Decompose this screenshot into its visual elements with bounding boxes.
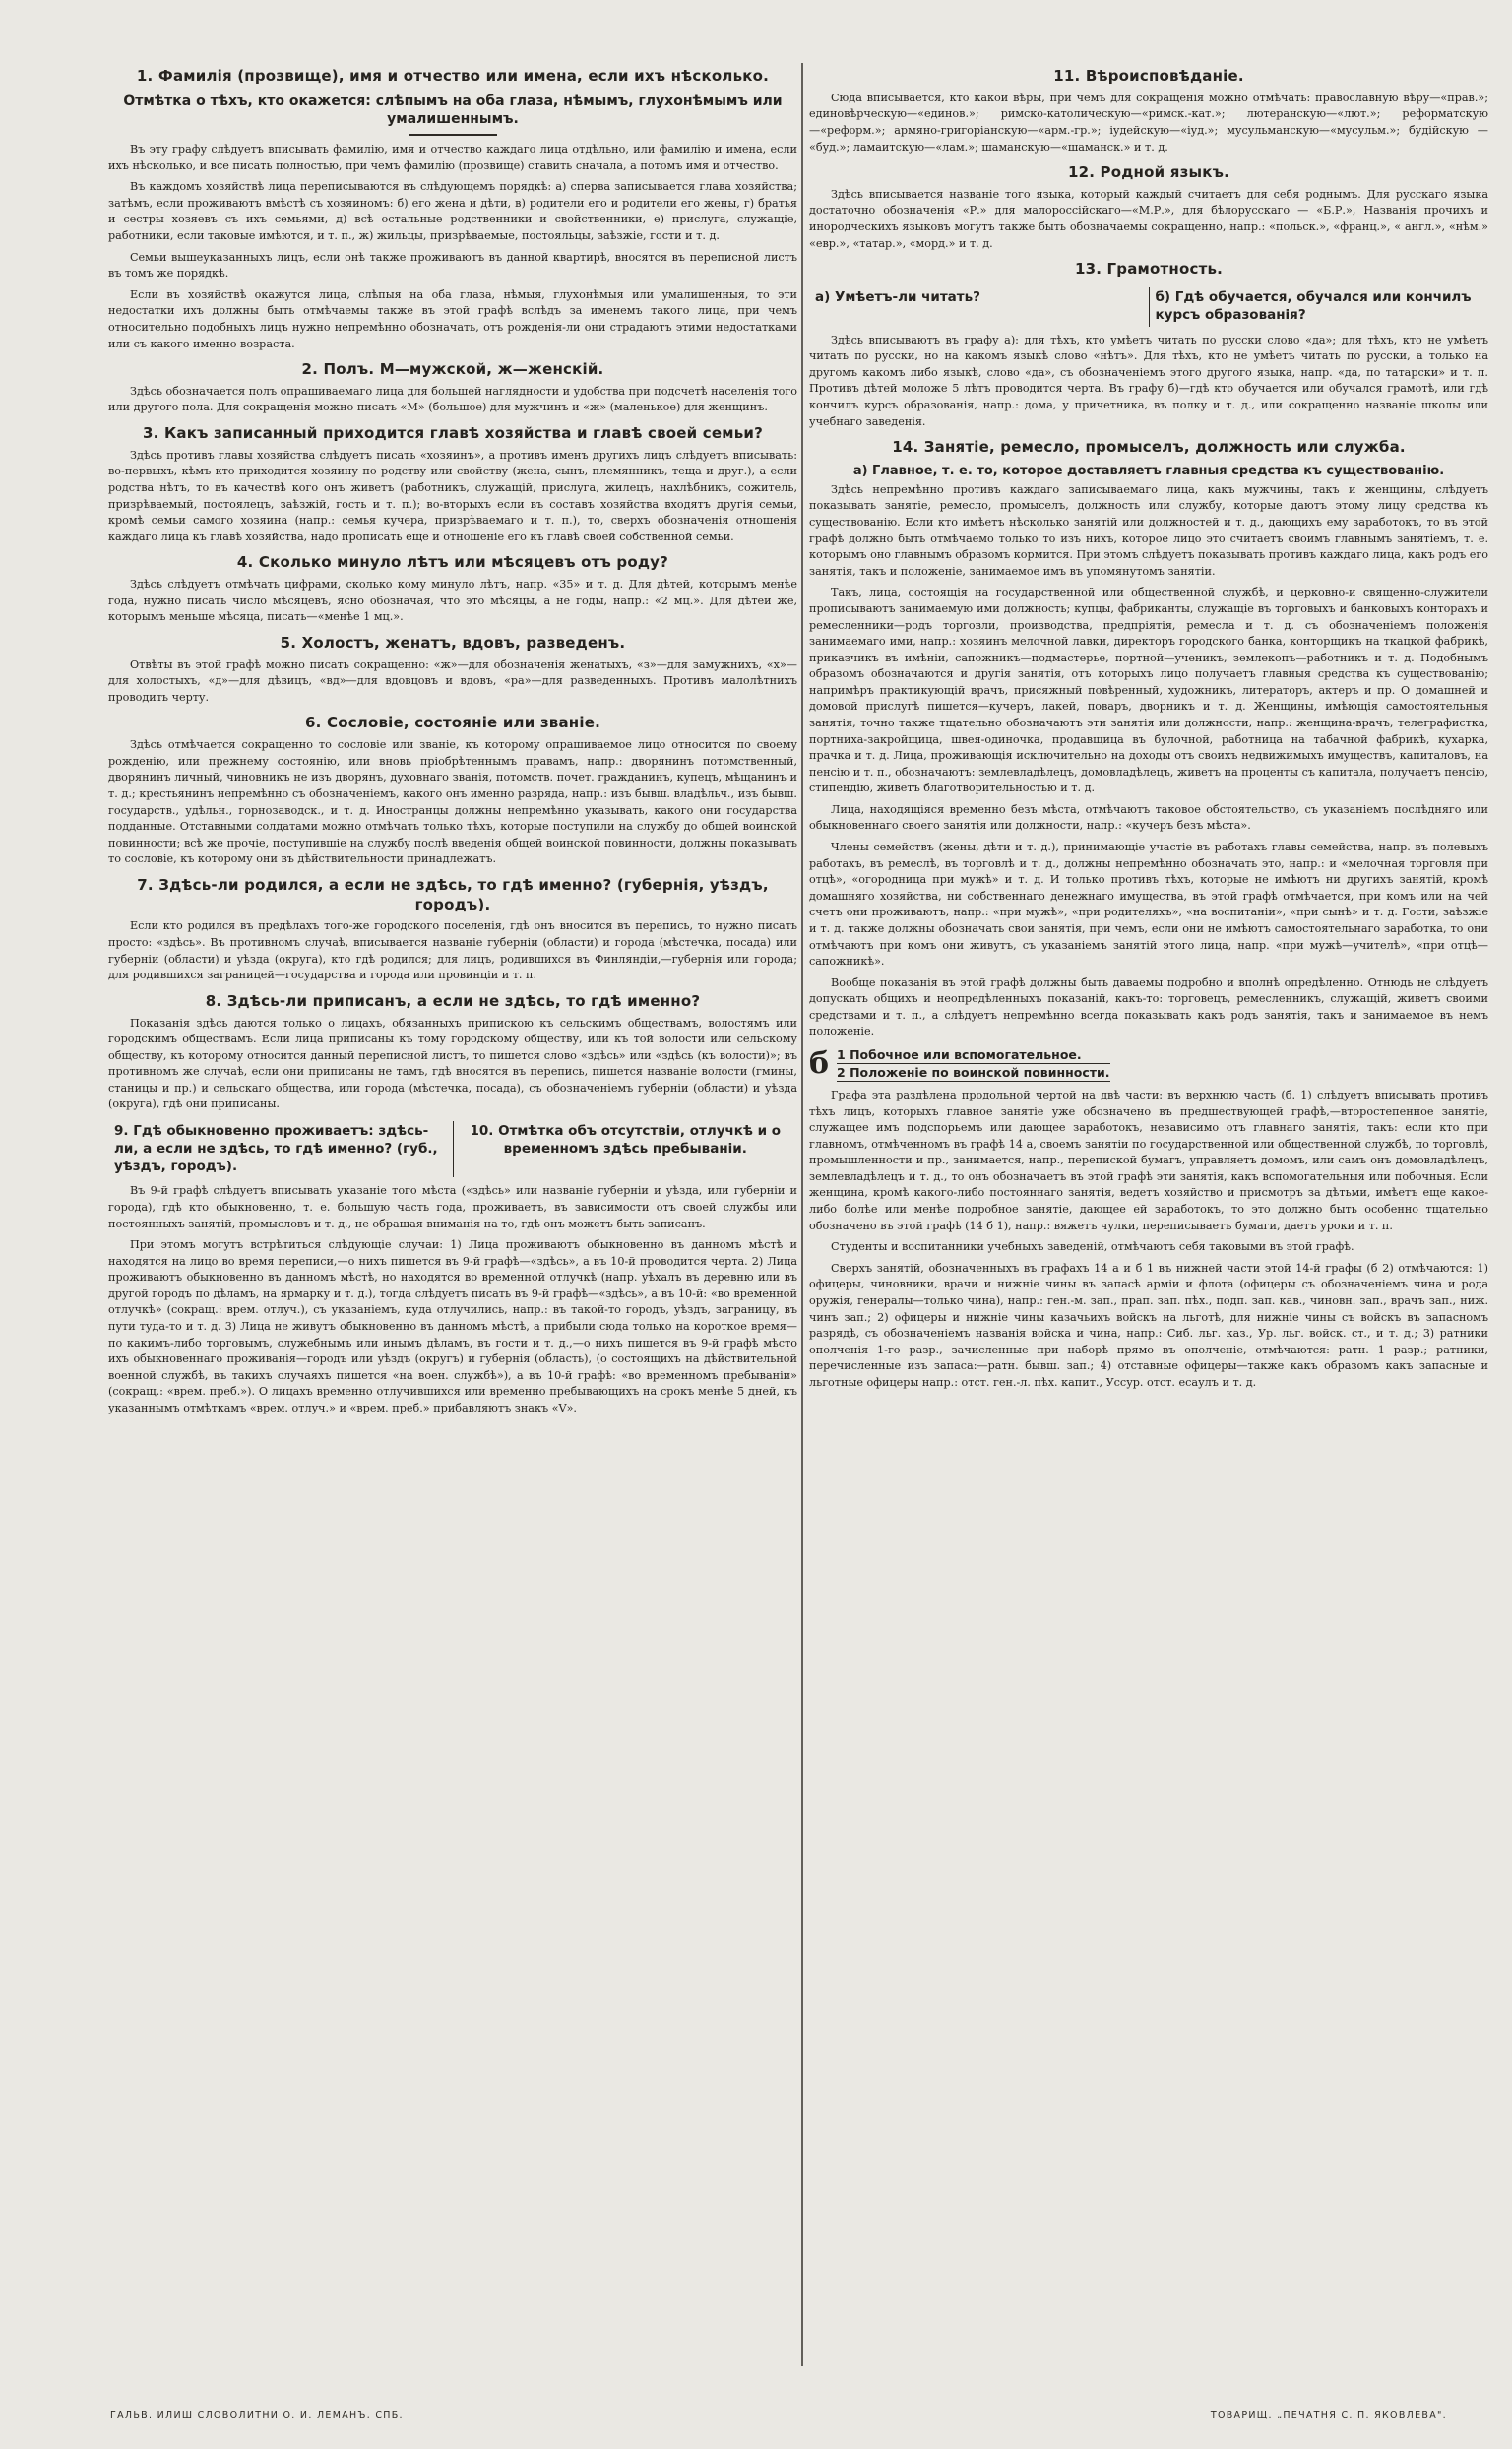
paragraph: Такъ, лица, состоящія на государственной или общественной службѣ, и церковно-и священно-служители прописываютъ занимаемую ими должность; купцы, фабриканты, служащіе въ торговыхъ и банковыхъ конторахъ и ремесленники—родъ торговли, производства, предпріятія, ремесла и т. д. съ обозначеніемъ положенія занимаемаго ими, напр.: хозяинъ мелочной лавки, директоръ городского банка, конторщикъ на ткацкой фабрикѣ, приказчикъ въ имѣніи, сапожникъ—подмастерье, портной—ученикъ, землекопъ—работникъ и т. д. Подобнымъ образомъ обозначаются и другія занятія, отъ которыхъ лицо получаетъ главныя средства къ существованію; напримѣръ практикующій врачъ, присяжный повѣренный, художникъ, литераторъ, актеръ и пр. О домашней и домовой прислугѣ пишется—кучеръ, лакей, поваръ, дворникъ и т. д. Женщины, имѣющія самостоятельныя занятія, точно также тщательно обозначаютъ эти занятія или должности, напр.: женщина-врачъ, телеграфистка, портниха-закройщица, швея-одиночка, продавщица въ булочной, работница на табачной фабрикѣ, кухарка, прачка и т. д. Лица, проживающія исключительно на доходы отъ своихъ недвижимыхъ имуществъ, капиталовъ, на пенсію и т. п., обозначаютъ: землевладѣлецъ, домовладѣлецъ, живетъ на проценты съ капитала, получаетъ пенсію, стипендію, живетъ благотворительностью и т. д. [809,586,1488,795]
paragraph: Здѣсь непремѣнно противъ каждаго записываемаго лица, какъ мужчины, такъ и женщины, слѣдуетъ показывать занятіе, ремесло, промыселъ, должность или службу, которые даютъ этому лицу средства къ существованію. Если кто имѣетъ нѣсколько занятій или должностей и т. д., дающихъ ему заработокъ, то въ этой графѣ должно быть отмѣчаемо только то изъ нихъ, которое лицо это считаетъ своимъ главнымъ занятіемъ, т. е. которымъ оно главнымъ образомъ кормится. При этомъ слѣдуетъ показывать противъ каждаго лица, какъ родъ его занятія, такъ и положеніе, занимаемое имъ въ упомянутомъ занятіи. [809,482,1488,578]
paragraph: Сверхъ занятій, обозначенныхъ въ графахъ 14 а и б 1 въ нижней части этой 14-й графы (б 2) отмѣчаются: 1) офицеры, чиновники, врачи и нижніе чины въ запасѣ арміи и флота (офицеры съ обозначеніемъ чина и рода оружія, генералы—только чина), напр.: ген.-м. зап., прап. зап. пѣх., подп. зап. кав., чиновн. зап., врачъ зап., ниж. чинъ зап.; 2) офицеры и нижніе чины казачьихъ войскъ на льготѣ, для нижніе чины съ войскъ въ запасномъ разрядѣ, съ обозначеніемъ названія войска и чина, напр.: Сиб. льг. каз., Ур. льг. войск. ст., и т. д.; 3) ратники ополченія 1-го разр., зачисленные при наборѣ прямо въ ополченіе, отмѣчаются: ратн. 1 разр.; ратники, перечисленные изъ запаса:—ратн. бывш. зап.; 4) отставные офицеры—также какъ образомъ какъ запасные и льготные офицеры напр.: отст. ген.-л. пѣх. капит., Уссур. отст. есаулъ и т. д. [809,1261,1488,1389]
heading-11-religion: 11. Вѣроисповѣданіе. [1053,67,1244,85]
heading-6-estate: 6. Сословіе, состояніе или званіе. [305,714,600,732]
paragraph: Студенты и воспитанники учебныхъ заведеній, отмѣчаютъ себя таковыми въ этой графѣ. [831,1240,1354,1254]
paragraph: Здѣсь вписывается названіе того языка, который каждый считаетъ для себя роднымъ. Для русскаго языка достаточно обозначенія «Р.» для малороссійскаго—«М.Р.», для бѣлорусскаго — «Б.Р.», Названія прочихъ и инородческихъ языковъ могутъ также быть обозначаемы сокращенно, напр.: «польск.», «франц.», « англ.», «нѣм.» «евр.», «татар.», «морд.» и т. д. [809,187,1488,250]
paragraph: Сюда вписывается, кто какой вѣры, при чемъ для сокращенія можно отмѣчать: православную вѣру—«прав.»; единовѣрческую—«единов.»; римско-католическую—«римск.-кат.»; лютеранскую—«лют.»; реформатскую—«реформ.»; армяно-григоріанскую—«арм.-гр.»; іудейскую—«іуд.»; мусульманскую—«мусульм.»; будійскую — «буд.»; ламаитскую—«лам.»; шаманскую—«шаманск.» и т. д. [809,91,1488,154]
paragraph: Вообще показанія въ этой графѣ должны быть даваемы подробно и вполнѣ опредѣленно. Отнюдь не слѣдуетъ допускать общихъ и неопредѣленныхъ показаній, какъ-то: торговецъ, ремесленникъ, служащій, живетъ своими средствами и т. п., а слѣдуетъ непремѣнно всегда показывать какъ родъ занятія, такъ и занимаемое въ немъ положеніе. [809,975,1488,1038]
heading-13-literacy: 13. Грамотность. [1074,260,1224,279]
paragraph: Если въ хозяйствѣ окажутся лица, слѣпыя на оба глаза, нѣмыя, глухонѣмыя или умалишенныя, то эти недостатки ихъ должны быть отмѣчаемы также въ этой графѣ вслѣдъ за именемъ такого лица, при чемъ относительно подобныхъ лицъ нужно непремѣнно обозначать, отъ рожденія-ли они страдаютъ этими недостатками или съ какого именно возраста. [108,287,797,350]
heading-14b1-secondary: 1 Побочное или вспомогательное. [837,1046,1109,1064]
heading-13a-reads: а) Умѣетъ-ли читать? [809,287,1150,327]
heading-14b-rows [837,1046,1109,1082]
paragraph: Отвѣты въ этой графѣ можно писать сокращенно: «ж»—для обозначенія женатыхъ, «з»—для замужнихъ, «х»—для холостыхъ, «д»—для дѣвицъ, «вд»—для вдовцовъ и вдовъ, «ра»—для разведенныхъ. Противъ малолѣтнихъ проводить черту. [108,658,797,704]
heading-5-marital: 5. Холостъ, женатъ, вдовъ, разведенъ. [280,633,626,652]
heading-1-surname: 1. Фамилія (прозвище), имя и отчество или имена, если ихъ нѣсколько. [136,67,770,85]
heading-13-split [809,287,1488,327]
column-divider [801,63,803,2366]
heading-2-sex: 2. Полъ. М—мужской, ж—женскій. [301,360,604,379]
heading-4-age: 4. Сколько минуло лѣтъ или мѣсяцевъ отъ роду? [236,553,669,572]
heading-3-relation: 3. Какъ записанный приходится главѣ хозяйства и главѣ своей семьи? [142,424,764,443]
paragraph: Здѣсь обозначается полъ опрашиваемаго лица для большей наглядности и удобства при подсчетѣ населенія того или другого пола. Для сокращенія можно писать «М» (большое) для мужчинъ и «ж» (маленькое) для женщинъ. [108,384,797,414]
heading-9-residence: 9. Гдѣ обыкновенно проживаетъ: здѣсь-ли, а если не здѣсь, то гдѣ именно? (губ., уѣздъ, городъ). [108,1121,454,1177]
right-column [809,59,1488,2382]
paragraph: Въ 9-й графѣ слѣдуетъ вписывать указаніе того мѣста («здѣсь» или названіе губерніи и уѣзда, или губерніи и города), гдѣ кто обыкновенно, т. е. большую часть года, проживаетъ, въ зависимости отъ своей службы или постоянныхъ занятій, промысловъ и т. д., не обращая вниманія на то, гдѣ онъ можетъ быть записанъ. [108,1184,797,1230]
brace-letter: б [809,1045,830,1081]
heading-13b-education: б) Гдѣ обучается, обучался или кончилъ курсъ образованія? [1155,289,1472,323]
heading-14b-block [809,1046,1488,1082]
heading-14a-main: а) Главное, т. е. то, которое доставляетъ главныя средства къ существованію. [852,463,1445,478]
paragraph: Въ эту графу слѣдуетъ вписывать фамилію, имя и отчество каждаго лица отдѣльно, или фамилію и имена, если ихъ нѣсколько, и все писать полностью, при чемъ фамилію (прозвище) ставить сначала, а потомъ имя и отчество. [108,143,797,172]
paragraph: Если кто родился въ предѣлахъ того-же городского поселенія, гдѣ онъ вносится въ перепись, то нужно писать просто: «здѣсь». Въ противномъ случаѣ, вписывается названіе губерніи (области) и города (мѣстечка, посада) или губерніи (области) и уѣзда (округа), кто гдѣ родился; для лицъ, родившихся въ Финляндіи,—губернія или города; для родившихся заграницей—государства и города или провинціи и т. п. [108,919,797,982]
paragraph: Члены семействъ (жены, дѣти и т. д.), принимающіе участіе въ работахъ главы семейства, напр. въ полевыхъ работахъ, въ ремеслѣ, въ торговлѣ и т. д., должны непремѣнно обозначать это, напр.: и «мелочная торговля при отцѣ», «огородница при мужѣ» и т. д. И только противъ тѣхъ, которые не имѣютъ ни другихъ занятій, кромѣ домашняго хозяйства, ни собственнаго денежнаго имущества, въ этой графѣ отмѣчается, при комъ или на чей счетъ они проживаютъ, напр.: «при мужѣ», «при родителяхъ», «на воспитаніи», «при сынѣ» и т. д. Гости, заѣзжіе и т. д. также должны обозначать свои занятія, при чемъ, если они не имѣютъ самостоятельнаго заработка, то они отмѣчаютъ при комъ они живутъ, съ указаніемъ занятій этого лица, напр. «при мужѣ—учителѣ», «при отцѣ—сапожникѣ». [809,841,1488,969]
paragraph: При этомъ могутъ встрѣтиться слѣдующіе случаи: 1) Лица проживаютъ обыкновенно въ данномъ мѣстѣ и находятся на лицо во время переписи,—о нихъ пишется въ 9-й графѣ—«здѣсь», а въ 10-й проводится черта. 2) Лица проживаютъ обыкновенно въ данномъ мѣстѣ, но находятся во временной отлучкѣ (напр. уѣхалъ въ деревню или въ другой городъ по дѣламъ, на ярмарку и т. д.), тогда слѣдуетъ писать въ 9-й графѣ—«здѣсь», а въ 10-й: «во временной отлучкѣ» (сокращ.: врем. отлуч.), съ указаніемъ, куда отлучились, напр.: въ такой-то городъ, уѣздъ, заграницу, въ пути туда-то и т. д. 3) Лица не живутъ обыкновенно въ данномъ мѣстѣ, а прибыли сюда только на короткое время—по какимъ-либо торговымъ, служебнымъ или инымъ дѣламъ, въ гости и т. д.,—о нихъ пишется въ 9-й графѣ мѣсто ихъ обыкновеннаго проживанія—городъ или уѣздъ (округъ) и губернія (область), (о состоящихъ на дѣйствительной военной службѣ, въ такихъ случаяхъ пишется «на воен. службѣ»), а въ 10-й графѣ: «во временномъ пребываніи» (сокращ.: «врем. преб.»). О лицахъ временно отлучившихся или временно пребывающихъ на срокъ менѣе 5 дней, къ указаннымъ отмѣткамъ «врем. отлуч.» и «врем. преб.» прибавляютъ знакъ «V». [108,1238,797,1414]
left-column [108,59,797,2382]
heading-7-birthplace: 7. Здѣсь-ли родился, а если не здѣсь, то гдѣ именно? (губернія, уѣздъ, городъ). [137,875,769,913]
subheading-disability-note: Отмѣтка о тѣхъ, кто окажется: слѣпымъ на оба глаза, нѣмымъ, глухонѣмымъ или умалишеннымъ. [123,93,783,127]
paragraph: Семьи вышеуказанныхъ лицъ, если онѣ также проживаютъ въ данной квартирѣ, вносятся въ переписной листъ въ томъ же порядкѣ. [108,250,797,281]
paragraph: Здѣсь вписываютъ въ графу а): для тѣхъ, кто умѣетъ читать по русски слово «да»; для тѣхъ, кто не умѣетъ читать по русски, но на какомъ языкѣ слово «нѣтъ». Для тѣхъ, кто не умѣетъ читать по русски, а только на другомъ какомъ либо языкѣ, слово «да», съ обозначеніемъ этого другого языка, напр. «да, по татарски» и т. п. Противъ дѣтей моложе 5 лѣтъ проводится черта. Въ графу б)—гдѣ кто обучается или обучался грамотѣ, или гдѣ кончилъ курсъ образованія, напр.: дома, у причетника, въ полку и т. д., или сокращенно названіе школы или учебнаго заведенія. [809,333,1488,428]
paragraph: Въ каждомъ хозяйствѣ лица переписываются въ слѣдующемъ порядкѣ: а) сперва записывается глава хозяйства; затѣмъ, если проживаютъ вмѣстѣ съ хозяиномъ: б) его жена и дѣти, в) родители его и родители его жены, г) братья и сестры хозяевъ съ ихъ семьями, д) всѣ остальные родственники и свойственники, е) прислуга, служащіе, работники, если таковые имѣются, и т. п., ж) жильцы, призрѣваемые, постояльцы, заѣзжіе, гости и т. д. [108,180,797,243]
paragraph: Здѣсь противъ главы хозяйства слѣдуетъ писать «хозяинъ», а противъ именъ другихъ лицъ слѣдуетъ вписывать: во-первыхъ, кѣмъ кто приходится хозяину по родству или свойству (жена, сынъ, племянникъ, теща и друг.), а если родства нѣтъ, то въ качествѣ кого онъ живетъ (работникъ, служащій, прислуга, жилецъ, нахлѣбникъ, сожитель, призрѣваемый, постоялецъ, заѣзжій, гость и т. п.); во-вторыхъ если въ составъ хозяйства входятъ другія семьи, кромѣ семьи самого хозяина (напр.: семья кучера, призрѣваемаго и т. п.), то, сверхъ обозначенія отношенія каждаго лица къ главѣ хозяйства, надо прописать еще и отношеніе его къ главѣ своей собственной семьи. [108,448,797,543]
printer-imprint-left: ГАЛЬВ. ИЛИШ СЛОВОЛИТНИ О. И. ЛЕМАНЪ, СПБ. [110,2410,404,2420]
heading-14b2-military: 2 Положеніе по воинской повинности. [837,1064,1110,1080]
printer-imprint-right: ТОВАРИЩ. „ПЕЧАТНЯ С. П. ЯКОВЛЕВА". [1210,2410,1447,2420]
divider-rule [409,134,497,136]
paragraph: Здѣсь слѣдуетъ отмѣчать цифрами, сколько кому минуло лѣтъ, напр. «35» и т. д. Для дѣтей, которымъ менѣе года, нужно писать число мѣсяцевъ, ясно обозначая, что это мѣсяцы, а не годы, напр.: «2 мц.». Для дѣтей же, которымъ меньше мѣсяца, писать—«менѣе 1 мц.». [108,578,797,624]
heading-8-registration: 8. Здѣсь-ли приписанъ, а если не здѣсь, то гдѣ именно? [205,991,701,1010]
heading-10-absence: 10. Отмѣтка объ отсутствіи, отлучкѣ и о временномъ здѣсь пребываніи. [470,1122,782,1157]
paragraph: Показанія здѣсь даются только о лицахъ, обязанныхъ припискою къ сельскимъ обществамъ, волостямъ или городскимъ обществамъ. Если лица приписаны къ тому городскому обществу, или къ той волости или сельскому обществу, къ которому относится данный переписной листъ, то пишется слово «здѣсь» или «здѣсь (къ волости)»; въ противномъ же случаѣ, если они приписаны не тамъ, гдѣ вносятся въ перепись, пишется названіе волости (гмины, станицы и пр.) и сельскаго общества, или города (мѣстечка, посада), съ обозначеніемъ губерніи (области) и уѣзда (округа), гдѣ они приписаны. [108,1016,797,1111]
paragraph: Графа эта раздѣлена продольной чертой на двѣ части: въ верхнюю часть (б. 1) слѣдуетъ вписывать противъ тѣхъ лицъ, которыхъ главное занятіе уже обозначено въ предшествующей графѣ,—второстепенное занятіе, служащее имъ подспорьемъ или дающее заработокъ, независимо отъ главнаго занятія, такъ: если кто при главномъ, отмѣченномъ въ графѣ 14 а, своемъ занятіи по государственной или общественной службѣ, по торговлѣ, промышленности и пр., занимается, напр., перепиской бумагъ, управляетъ домомъ, или самъ онъ домовладѣлецъ, землевладѣлецъ и т. д., то онъ обозначаетъ въ этой графѣ эти занятія, какъ вспомогательныя или побочныя. Если женщина, кромѣ какого-либо постояннаго занятія, ведетъ хозяйство и присмотръ за дѣтьми, имѣетъ еще какое-либо болѣе или менѣе подробное занятіе, дающее ей заработокъ, то это должно быть особенно тщательно обозначено въ этой графѣ (14 б 1), напр.: вяжетъ чулки, переписываетъ бумаги, даетъ уроки и т. п. [809,1088,1488,1232]
paragraph: Здѣсь отмѣчается сокращенно то сословіе или званіе, къ которому опрашиваемое лицо относится по своему рожденію, или прежнему состоянію, или вновь пріобрѣтеннымъ правамъ, напр.: дворянинъ потомственный, дворянинъ личный, чиновникъ не изъ дворянъ, духовнаго званія, потомств. почет. гражданинъ, купецъ, мѣщанинъ и т. д.; крестьянинъ непремѣнно съ обозначеніемъ, какого онъ именно разряда, напр.: изъ бывш. владѣльч., изъ бывш. государств., удѣльн., горнозаводск., и т. д. Иностранцы должны непремѣнно указывать, какого они государства подданные. Отставными солдатами можно отмѣчать только тѣхъ, которые поступили на службу до общей воинской повинности; всѣ же прочіе, поступившіе на службу послѣ введенія общей воинской повинности, должны показывать то сословіе, къ которому они въ дѣйствительности принадлежатъ. [108,738,797,866]
heading-12-language: 12. Родной языкъ. [1067,163,1230,182]
paragraph: Лица, находящіяся временно безъ мѣста, отмѣчаютъ таковое обстоятельство, съ указаніемъ послѣдняго или обыкновеннаго своего занятія или должности, напр.: «кучеръ безъ мѣста». [809,802,1488,833]
heading-14-occupation: 14. Занятіе, ремесло, промыселъ, должность или служба. [892,438,1406,457]
heading-9-10-split [108,1121,797,1177]
